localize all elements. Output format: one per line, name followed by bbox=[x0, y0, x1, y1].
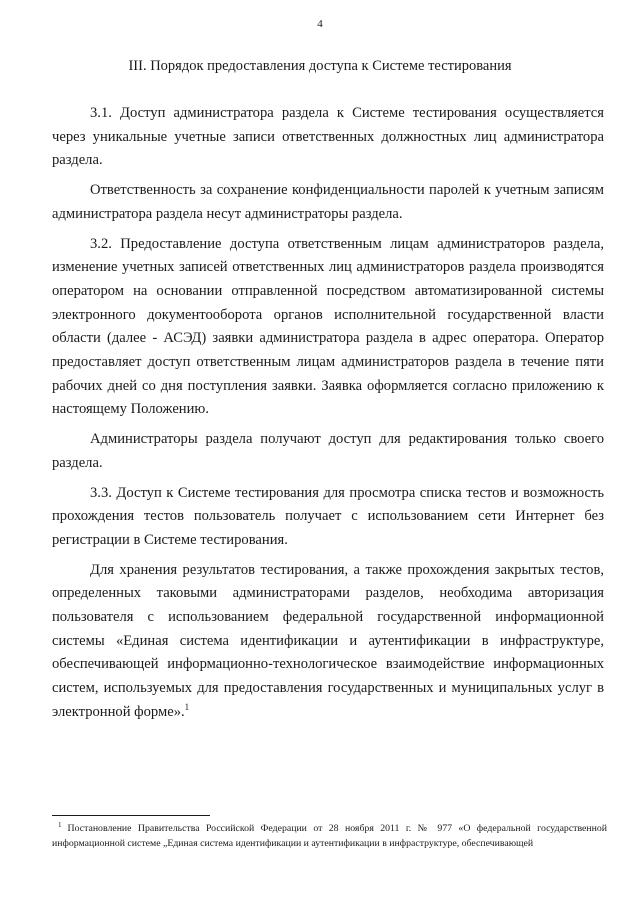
footnote-reference: 1 bbox=[184, 702, 190, 713]
paragraph-3-1: 3.1. Доступ администратора раздела к Системе тестирования осуществляется через уникальные учетные записи ответственных должностных лиц администратора раздела. bbox=[52, 105, 604, 169]
page-number: 4 bbox=[317, 18, 323, 30]
paragraph-responsibility: Ответственность за сохранение конфиденциальности паролей к учетным записям администратора раздела несут администраторы раздела. bbox=[52, 182, 604, 222]
section-heading: III. Порядок предоставления доступа к Системе тестирования bbox=[128, 58, 512, 74]
paragraph-3-2: 3.2. Предоставление доступа ответственным лицам администраторов раздела, изменение учетных записей ответственных лиц администраторов раздела производятся оператором на основании отправленной посредством автоматизированной системы электронного документооборота органов исполнительной государственной власти области (далее - АСЭД) заявки администратора раздела в адрес оператора. Оператор предоставляет доступ ответственным лицам администраторов раздела в течение пяти рабочих дней со дня поступления заявки. Заявка оформляется согласно приложению к настоящему Положению. bbox=[52, 235, 604, 418]
document-body bbox=[52, 102, 604, 731]
footnote-divider bbox=[52, 815, 210, 816]
footnote-number: 1 bbox=[58, 820, 62, 829]
footnote-text: Постановление Правительства Российской Федерации от 28 ноября 2011 г. № 977 «О федеральной государственной информационной системе „Единая система идентификации и аутентификации в инфраструктуре, обеспечивающей bbox=[52, 823, 607, 849]
paragraph-authorization-text: Для хранения результатов тестирования, а также прохождения закрытых тестов, определенных таковыми администраторами разделов, необходима авторизация пользователя с использованием федеральной государственной информационной системы «Единая система идентификации и аутентификации в инфраструктуре, обеспечивающей информационно-технологическое взаимодействие информационных систем, используемых для предоставления государственных и муниципальных услуг в электронной форме». bbox=[52, 561, 604, 720]
paragraph-edit-access: Администраторы раздела получают доступ для редактирования только своего раздела. bbox=[52, 431, 604, 471]
footnote bbox=[52, 821, 607, 851]
paragraph-authorization bbox=[52, 559, 604, 725]
paragraph-3-3: 3.3. Доступ к Системе тестирования для просмотра списка тестов и возможность прохождения тестов пользователь получает с использованием сети Интернет без регистрации в Системе тестирования. bbox=[52, 484, 604, 548]
